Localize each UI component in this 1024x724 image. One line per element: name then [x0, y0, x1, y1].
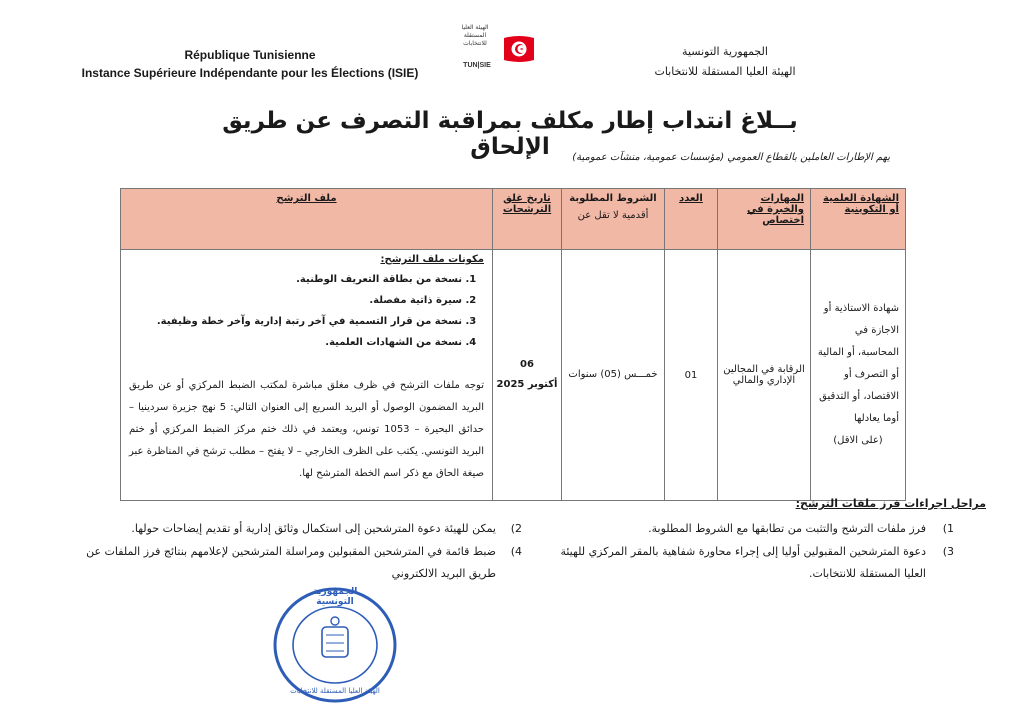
header-conditions-sub: أقدمية لا تقل عن: [577, 210, 649, 221]
header-application-file: [121, 189, 493, 250]
header-closing-date-label: تاريخ غلق الترشحات: [502, 193, 552, 215]
documents-list: [129, 269, 484, 353]
table-row: [121, 250, 906, 501]
header-conditions-label: الشروط المطلوبة: [569, 193, 657, 204]
cell-degree: [811, 250, 906, 501]
stage-4: [60, 541, 496, 585]
stage-3: [540, 541, 926, 585]
closing-month: أكتوبر 2025: [496, 379, 558, 390]
header-degree-label: الشهادة العلمية أو التكوينية: [823, 193, 899, 215]
sending-instructions: توجه ملفات الترشح في ظرف مغلق مباشرة لمكتب الضبط المركزي أو عن طريق البريد المضمون الوصول أو البريد السريع إلى العنوان التالي: 5 نهج جزيرة سردينيا – حدائق البحيرة – 1053 تونس، ويعتمد في ذلك ختم مركز الضبط المركزي أو ختم البريد التونسي. يكتب على الظرف الخارجي – لا يفتح – مطلب ترشح في المناظرة عبر صيغة الحاق مع ذكر اسم الخطة المترشح لها.: [129, 380, 484, 479]
header-application-file-label: ملف الترشح: [276, 193, 337, 204]
official-stamp: [270, 585, 400, 705]
header-french: [70, 48, 430, 80]
list-item: 1. نسخة من بطاقة التعريف الوطنية.: [129, 269, 462, 290]
recruitment-table: [120, 188, 906, 501]
stage-text: دعوة المترشحين المقبولين أوليا إلى إجراء محاورة شفاهية بالمقر المركزي للهيئة العليا المستقلة للانتخابات.: [560, 545, 926, 580]
header-count-label: العدد: [679, 193, 703, 204]
stage-4-num: 4): [510, 545, 522, 558]
header-experience: [718, 189, 811, 250]
stamp-inner-text: الهيئة العليا المستقلة للانتخابات: [290, 687, 380, 695]
header-ar-line1: الجمهورية التونسية: [682, 45, 768, 58]
stamp-outer-text: الجمهورية التونسية: [312, 587, 358, 607]
cell-experience: الرقابة في المجالين الإداري والمالي: [718, 250, 811, 501]
degree-text: شهادة الاستاذية أو الاجازة في المحاسبة، أو المالية أو التصرف أو الاقتصاد، أو التدقيق أوما يعادلها: [817, 303, 899, 424]
list-item: 2. سيرة ذاتية مفصلة.: [129, 290, 462, 311]
list-item: 3. نسخة من قرار التسمية في آخر رتبة إدارية وآخر خطة وظيفية.: [129, 311, 462, 332]
cell-closing-date: [493, 250, 562, 501]
stage-1: [540, 518, 926, 540]
header-conditions: [562, 189, 665, 250]
header-experience-label: المهارات والخبرة في اختصاص: [747, 193, 804, 226]
stage-1-num: 1): [942, 522, 954, 535]
stage-2: [100, 518, 496, 540]
stage-text: فرز ملفات الترشح والتثبت من تطابقها مع الشروط المطلوبة.: [648, 522, 926, 535]
header-count: [665, 189, 718, 250]
header-ar-line2: الهيئة العليا المستقلة للانتخابات: [654, 65, 796, 78]
degree-note: (على الاقل): [833, 435, 883, 446]
closing-day: 06: [520, 359, 534, 370]
header-arabic: [630, 42, 820, 82]
stage-text: يمكن للهيئة دعوة المترشحين إلى استكمال وثائق إدارية أو تقديم إيضاحات حولها.: [131, 522, 496, 535]
header-fr-line1: République Tunisienne: [184, 48, 316, 62]
stages-title: مراحل اجراءات فرز ملفات الترشح:: [795, 497, 986, 510]
header-closing-date: [493, 189, 562, 250]
header-fr-line2: Instance Supérieure Indépendante pour les Élections (ISIE): [81, 66, 419, 80]
table-header-row: [121, 189, 906, 250]
file-heading: مكونات ملف الترشح:: [380, 254, 484, 265]
page-subtitle: يهم الإطارات العاملين بالقطاع العمومي (مؤسسات عمومية، منشآت عمومية): [572, 152, 890, 163]
stage-3-num: 3): [942, 545, 954, 558]
cell-count: 01: [665, 250, 718, 501]
cell-condition: خمـــس (05) سنوات: [562, 250, 665, 501]
tunisian-flag-icon: [502, 34, 536, 64]
logo-arabic-text: الهيئة العليا المستقلة للانتخابات: [461, 24, 489, 47]
stage-text: ضبط قائمة في المترشحين المقبولين ومراسلة المترشحين لإعلامهم بنتائج فرز الملفات عن طريق البريد الالكتروني: [86, 545, 496, 580]
cell-application-file: [121, 250, 493, 501]
list-item: 4. نسخة من الشهادات العلمية.: [129, 332, 462, 353]
header-degree: [811, 189, 906, 250]
isie-logo: [452, 20, 542, 76]
page-title: بــلاغ انتداب إطار مكلف بمراقبة التصرف عن طريق الإلحاق: [222, 108, 798, 160]
stage-2-num: 2): [510, 522, 522, 535]
logo-tunsie-text: TUN|SIE: [463, 62, 491, 69]
